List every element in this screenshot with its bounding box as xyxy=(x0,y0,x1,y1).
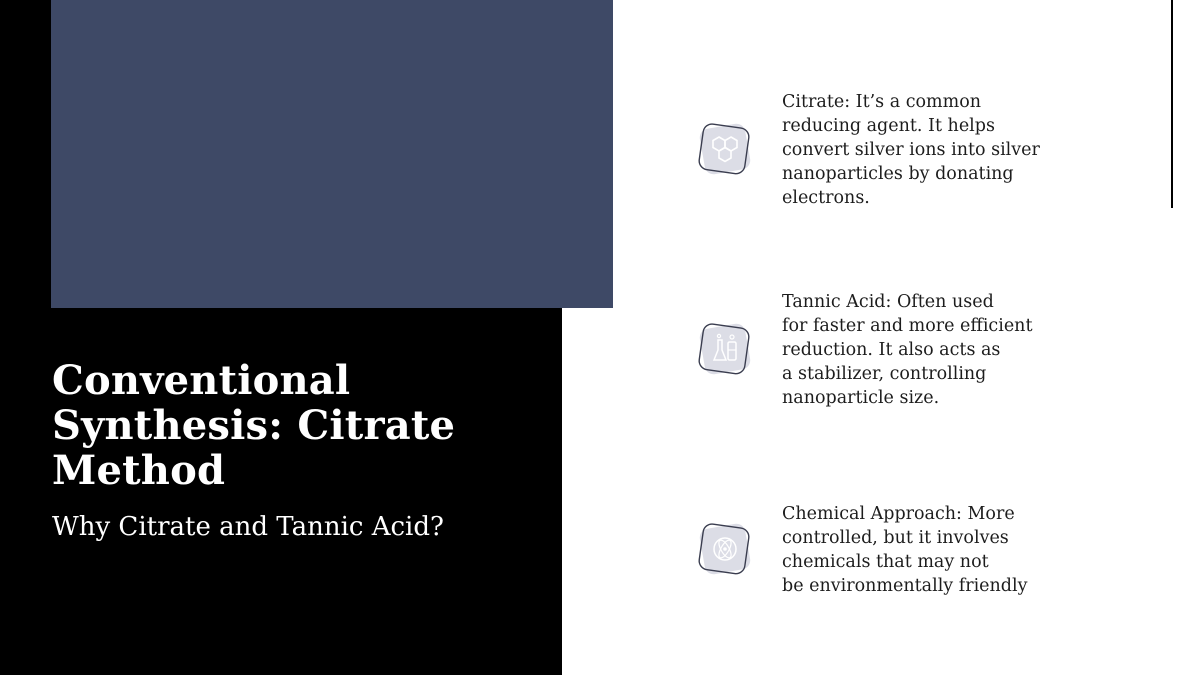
hexagon-molecule-icon xyxy=(696,120,754,178)
slide-title: Conventional Synthesis: Citrate Method xyxy=(52,357,456,494)
lab-flasks-icon xyxy=(696,320,754,378)
item-text: Tannic Acid: Often used for faster and more efficient reduction. It also acts as a stabilizer, controlling nanoparticle size. xyxy=(782,292,1033,408)
header-image xyxy=(51,0,613,308)
atom-icon xyxy=(696,520,754,578)
divider-line xyxy=(1171,0,1173,208)
slide-subtitle: Why Citrate and Tannic Acid? xyxy=(52,512,444,542)
item-text: Citrate: It’s a common reducing agent. It helps convert silver ions into silver nanoparticles by donating electrons. xyxy=(782,92,1040,208)
item-text: Chemical Approach: More controlled, but it involves chemicals that may not be environmentally friendly xyxy=(782,504,1028,596)
